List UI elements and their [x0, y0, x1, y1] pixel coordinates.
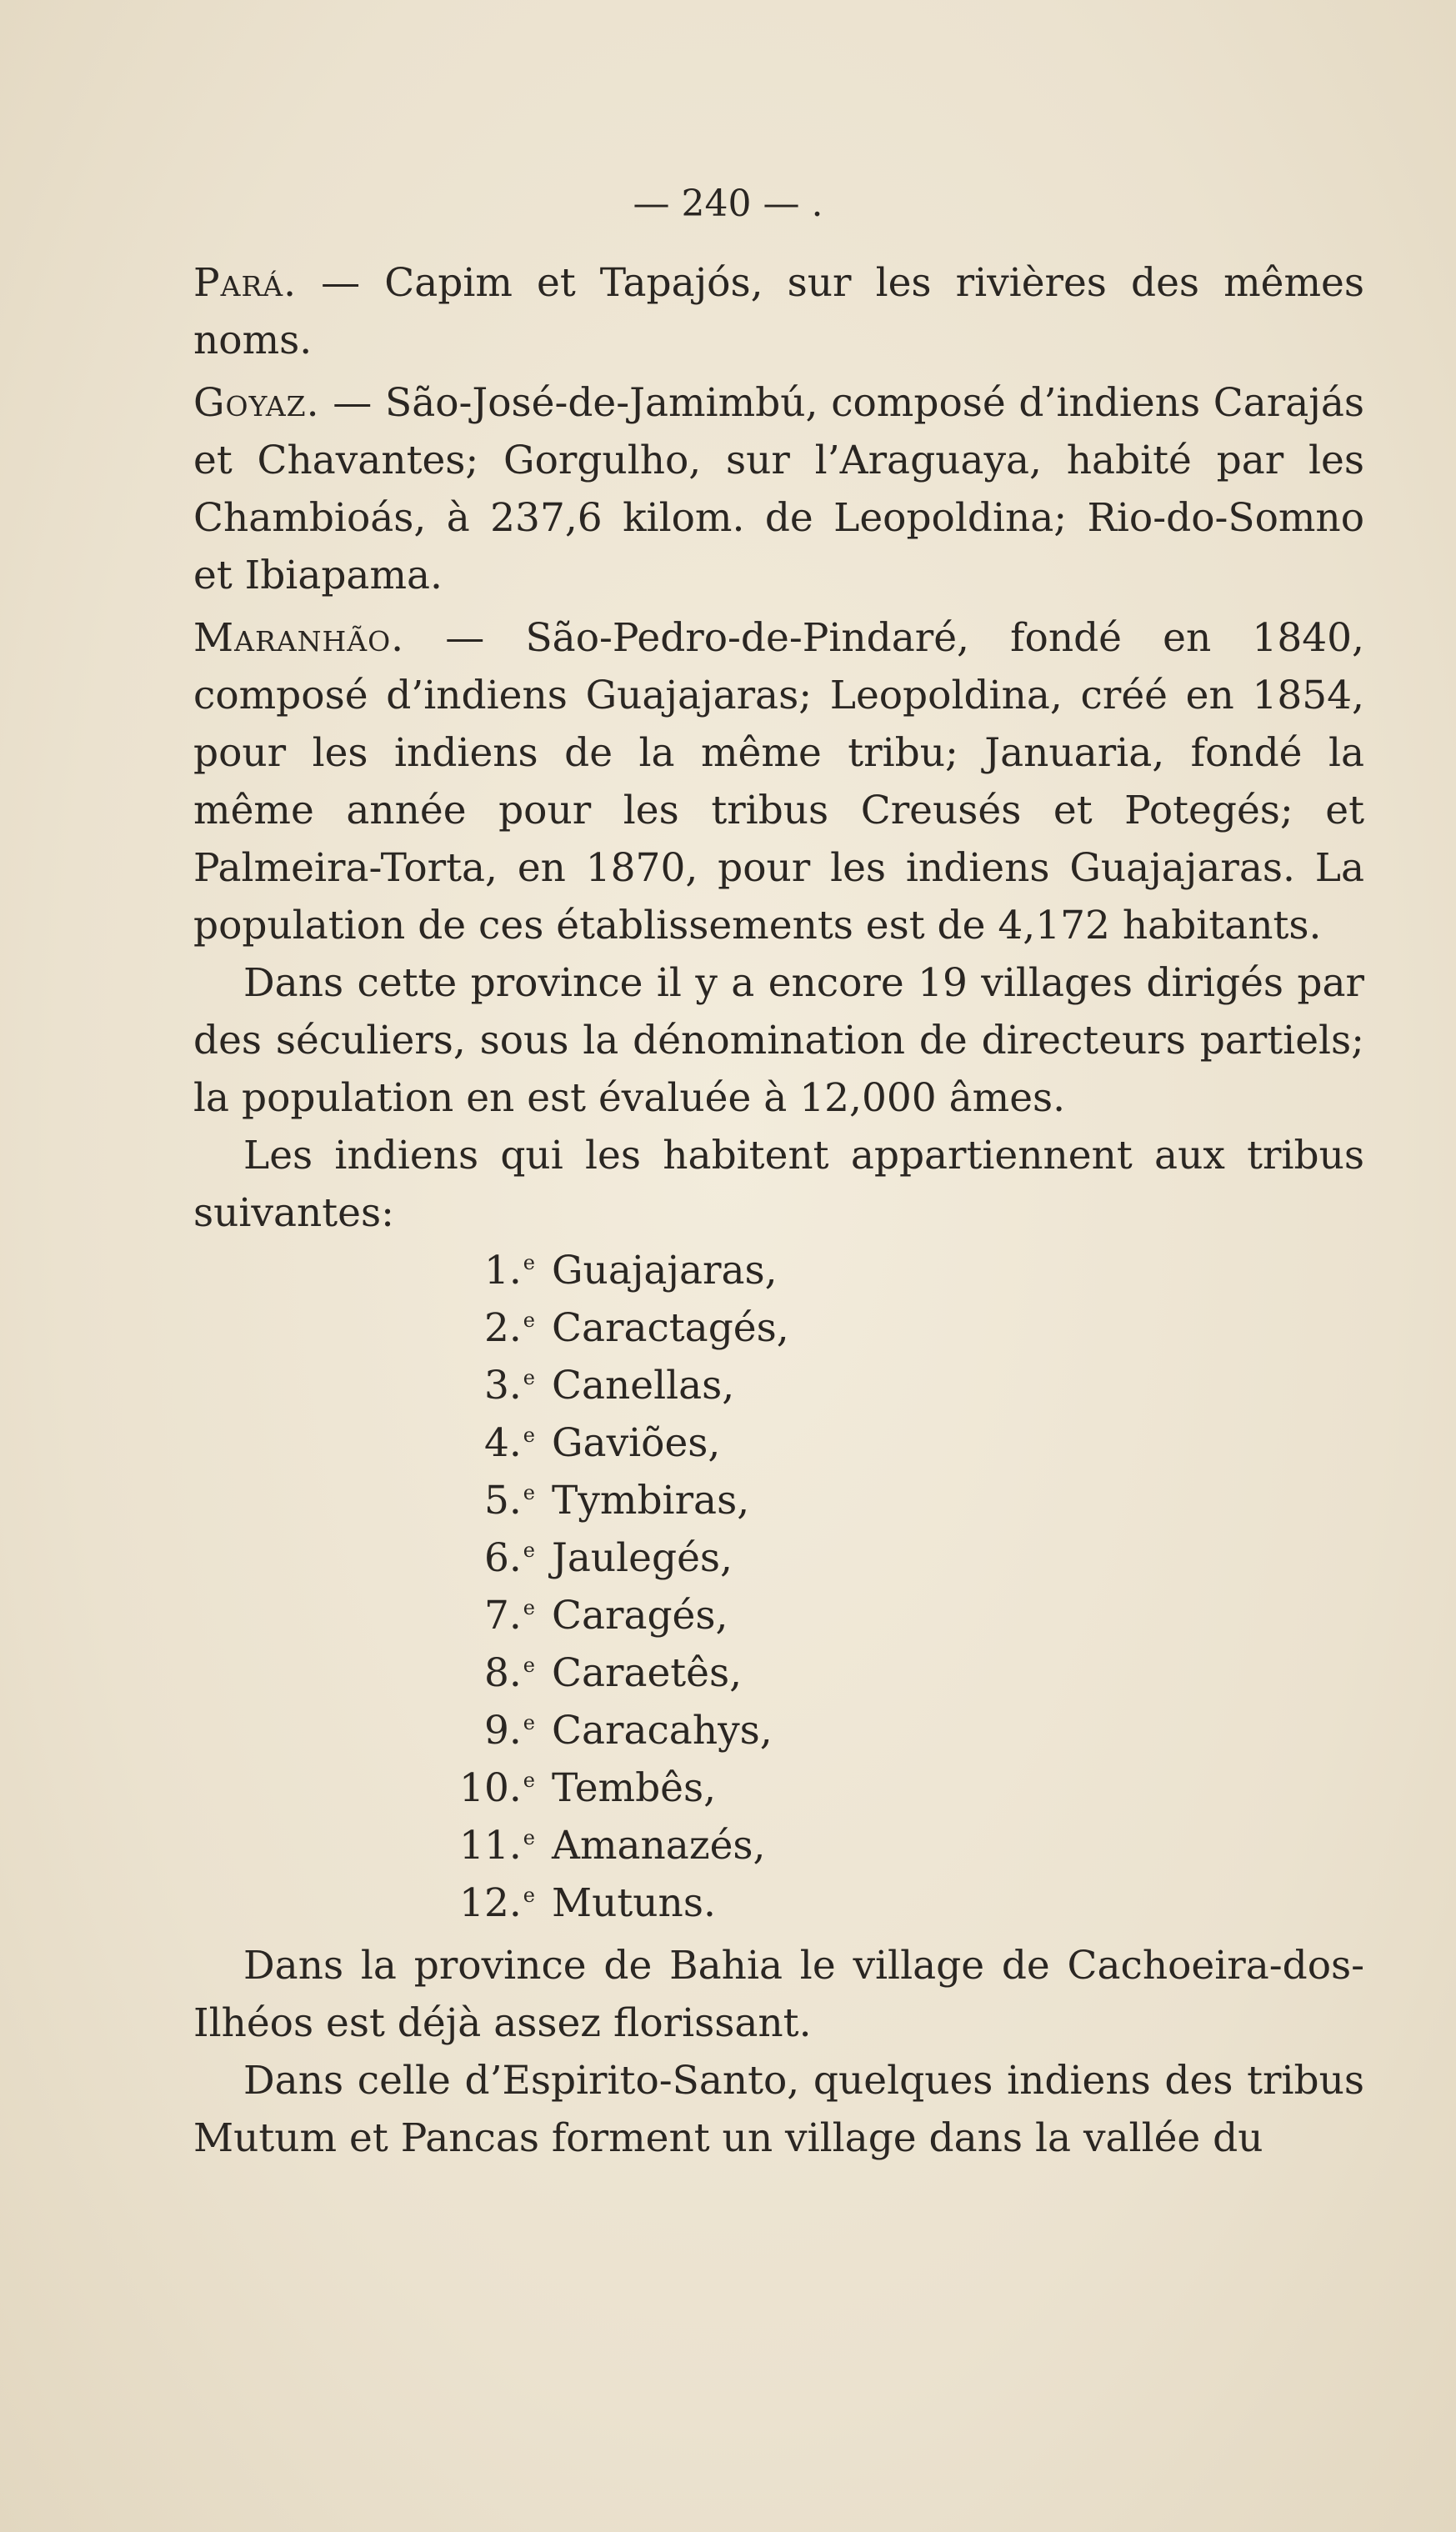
tribe-name: Mutuns. — [552, 1880, 716, 1926]
paragraph-goyaz-text: — São-José-de-Jamimbú, composé d’indiens Carajás et Chavantes; Gorgulho, sur l’Araguaya, habité par les Chambioás, à 237,6 kilom. de Leopoldina; Rio-do-Somno et Ibiapama. — [193, 380, 1364, 598]
page-body — [193, 254, 1364, 2167]
tribe-number: 1.$^e$ — [483, 1248, 535, 1294]
tribe-name: Caraetês, — [552, 1650, 743, 1696]
tribe-number: 3.$^e$ — [483, 1363, 535, 1409]
tribe-name: Canellas, — [552, 1363, 735, 1409]
paragraph-tribes-intro: Les indiens qui les habitent appartiennent aux tribus suivantes: — [193, 1133, 1364, 1236]
list-item — [439, 1759, 1364, 1817]
tribe-number: 6.$^e$ — [483, 1535, 535, 1581]
paragraph-goyaz — [193, 374, 1364, 604]
tribe-name: Gaviões, — [552, 1420, 721, 1466]
list-item — [439, 1299, 1364, 1357]
list-item — [439, 1529, 1364, 1587]
list-item — [439, 1874, 1364, 1932]
province-label-goyaz: Goyaz. — [193, 380, 320, 426]
tribe-name: Jaulegés, — [552, 1535, 733, 1581]
tribe-number: 12.$^e$ — [459, 1880, 535, 1926]
list-item — [439, 1817, 1364, 1874]
list-item — [439, 1472, 1364, 1529]
paragraph-villages: Dans cette province il y a encore 19 villages dirigés par des séculiers, sous la dénomination de directeurs partiels; la population en est évaluée à 12,000 âmes. — [193, 960, 1364, 1121]
tribe-name: Tymbiras, — [552, 1478, 750, 1524]
page-number: — 240 — . — [633, 183, 823, 225]
paragraph-espirito-santo: Dans celle d’Espirito-Santo, quelques indiens des tribus Mutum et Pancas forment un village dans la vallée du — [193, 2058, 1364, 2161]
list-item — [439, 1357, 1364, 1414]
paragraph-para — [193, 254, 1364, 369]
list-item — [439, 1702, 1364, 1759]
tribe-number: 4.$^e$ — [483, 1420, 535, 1466]
tribe-number: 9.$^e$ — [483, 1708, 535, 1754]
list-item — [439, 1644, 1364, 1702]
paragraph-para-text: — Capim et Tapajós, sur les rivières des mêmes noms. — [193, 260, 1364, 363]
tribe-number: 5.$^e$ — [483, 1478, 535, 1524]
tribe-list — [193, 1242, 1364, 1932]
paragraph-bahia: Dans la province de Bahia le village de Cachoeira-dos-Ilhéos est déjà assez florissant. — [193, 1943, 1364, 2046]
paragraph-maranhao-text: — São-Pedro-de-Pindaré, fondé en 1840, composé d’indiens Guajajaras; Leopoldina, créé en 1854, pour les indiens de la même tribu; Januaria, fondé la même année pour les tribus Creusés et Potegés; et Palmeira-Torta, en 1870, pour les indiens Guajajaras. La population de ces établissements est de 4,172 habitants. — [193, 615, 1364, 948]
province-label-maranhao: Maranhão. — [193, 615, 405, 661]
list-item — [439, 1242, 1364, 1299]
list-item — [439, 1414, 1364, 1472]
tribe-name: Caracahys, — [552, 1708, 773, 1754]
tribe-name: Caractagés, — [552, 1305, 789, 1351]
tribe-name: Guajajaras, — [552, 1248, 778, 1294]
tribe-name: Caragés, — [552, 1593, 728, 1639]
tribe-number: 7.$^e$ — [483, 1593, 535, 1639]
tribe-name: Amanazés, — [552, 1823, 766, 1869]
tribe-number: 10.$^e$ — [459, 1765, 535, 1811]
tribe-number: 8.$^e$ — [483, 1650, 535, 1696]
tribe-name: Tembês, — [552, 1765, 717, 1811]
list-item — [439, 1587, 1364, 1644]
tribe-number: 2.$^e$ — [483, 1305, 535, 1351]
tribe-number: 11.$^e$ — [459, 1823, 535, 1869]
province-label-para: Pará. — [193, 260, 298, 306]
paragraph-maranhao — [193, 609, 1364, 954]
